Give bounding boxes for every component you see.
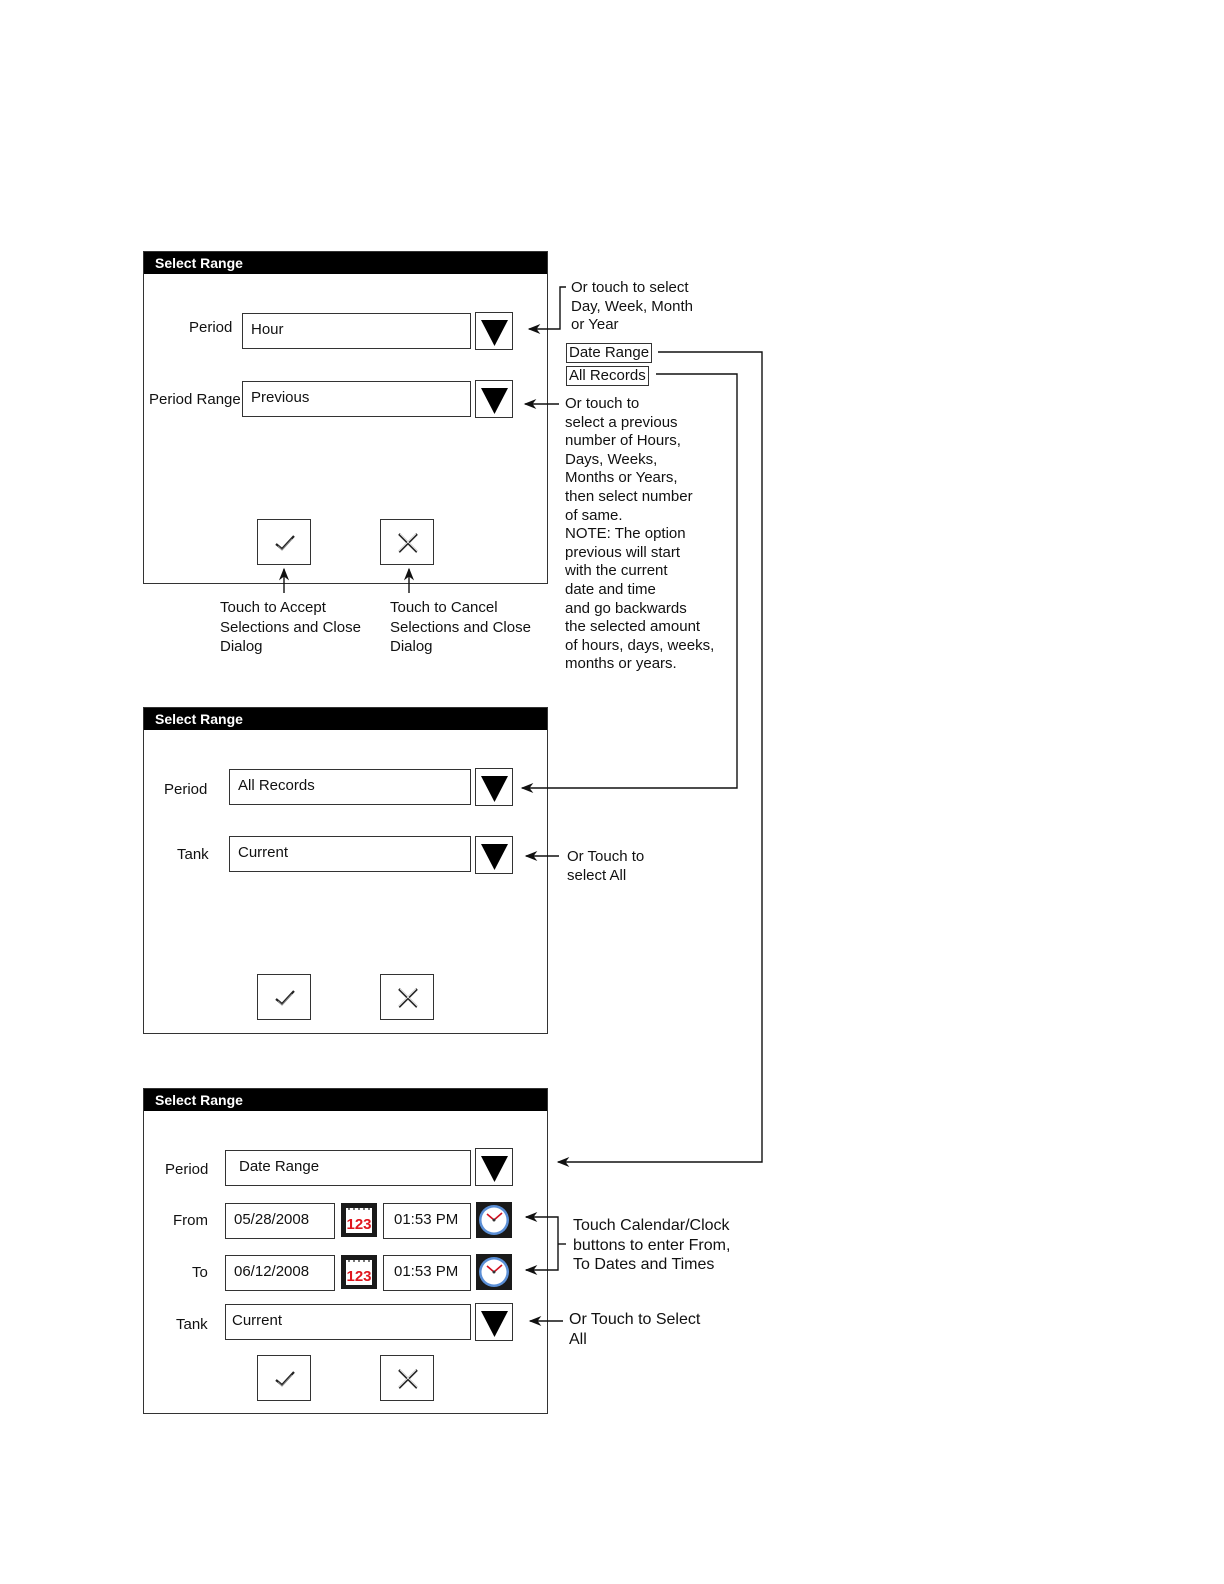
svg-text:123: 123 (346, 1268, 372, 1285)
tank-dropdown-button[interactable] (475, 836, 513, 874)
select-range-dialog-all-records (143, 707, 548, 1034)
x-icon (381, 975, 435, 1021)
to-label: To (192, 1264, 208, 1281)
period-range-field[interactable]: Previous (242, 381, 471, 417)
tank-label: Tank (176, 1316, 208, 1333)
period-dropdown-button[interactable] (475, 312, 513, 350)
tank-label: Tank (177, 846, 209, 863)
cancel-button[interactable] (380, 974, 434, 1020)
calendar-clock-note: Touch Calendar/Clock buttons to enter From, To Dates and Times (573, 1217, 731, 1273)
triangle-down-icon (476, 1149, 514, 1187)
triangle-down-icon (476, 837, 514, 875)
period-label: Period (164, 781, 208, 798)
previous-note: Or touch to select a previous number of Hours, Days, Weeks, Months or Years, then select number of same. NOTE: The option previous will start with the current date and time and go backwards the selected amount of hours, days, weeks, months or years. (565, 395, 715, 673)
to-time-field[interactable]: 01:53 PM (383, 1255, 471, 1291)
tank-all-note: Or Touch to select All (567, 848, 645, 884)
svg-text:123: 123 (346, 1216, 372, 1233)
period-range-dropdown-button[interactable] (475, 380, 513, 418)
triangle-down-icon (476, 381, 514, 419)
accept-note: Touch to Accept Selections and Close Dialog (220, 599, 361, 655)
dialog-title: Select Range (144, 1089, 547, 1111)
cancel-button[interactable] (380, 519, 434, 565)
accept-button[interactable] (257, 519, 311, 565)
checkmark-icon (258, 975, 312, 1021)
dialog-title: Select Range (144, 708, 547, 730)
select-range-dialog-date-range (143, 1088, 548, 1414)
cancel-note: Touch to Cancel Selections and Close Dialog (390, 599, 531, 655)
checkmark-icon (258, 520, 312, 566)
tank-select-all-note: Or Touch to Select All (569, 1311, 701, 1348)
period-field[interactable]: Date Range (225, 1150, 471, 1186)
to-date-field[interactable]: 06/12/2008 (225, 1255, 335, 1291)
dialog-title: Select Range (144, 252, 547, 274)
from-label: From (173, 1212, 208, 1229)
to-clock-button[interactable] (475, 1254, 513, 1290)
triangle-down-icon (476, 1304, 514, 1342)
date-range-option[interactable]: Date Range (566, 343, 652, 363)
clock-icon (475, 1202, 513, 1238)
clock-icon (475, 1254, 513, 1290)
period-dropdown-button[interactable] (475, 768, 513, 806)
tank-field[interactable]: Current (225, 1304, 471, 1340)
cancel-button[interactable] (380, 1355, 434, 1401)
period-label: Period (165, 1161, 209, 1178)
from-date-field[interactable]: 05/28/2008 (225, 1203, 335, 1239)
period-alt-note: Or touch to select Day, Week, Month or Year (571, 279, 693, 334)
accept-button[interactable] (257, 1355, 311, 1401)
checkmark-icon (258, 1356, 312, 1402)
period-dropdown-button[interactable] (475, 1148, 513, 1186)
period-range-label: Period Range (149, 391, 241, 408)
tank-dropdown-button[interactable] (475, 1303, 513, 1341)
x-icon (381, 1356, 435, 1402)
triangle-down-icon (476, 313, 514, 351)
tank-field[interactable]: Current (229, 836, 471, 872)
to-calendar-button[interactable] (340, 1254, 378, 1290)
all-records-option[interactable]: All Records (566, 366, 649, 386)
from-calendar-button[interactable] (340, 1202, 378, 1238)
accept-button[interactable] (257, 974, 311, 1020)
calendar-icon (340, 1254, 378, 1290)
calendar-icon (340, 1202, 378, 1238)
x-icon (381, 520, 435, 566)
period-field[interactable]: Hour (242, 313, 471, 349)
from-clock-button[interactable] (475, 1202, 513, 1238)
from-time-field[interactable]: 01:53 PM (383, 1203, 471, 1239)
period-label: Period (189, 319, 233, 336)
triangle-down-icon (476, 769, 514, 807)
select-range-dialog-hour (143, 251, 548, 584)
period-field[interactable]: All Records (229, 769, 471, 805)
